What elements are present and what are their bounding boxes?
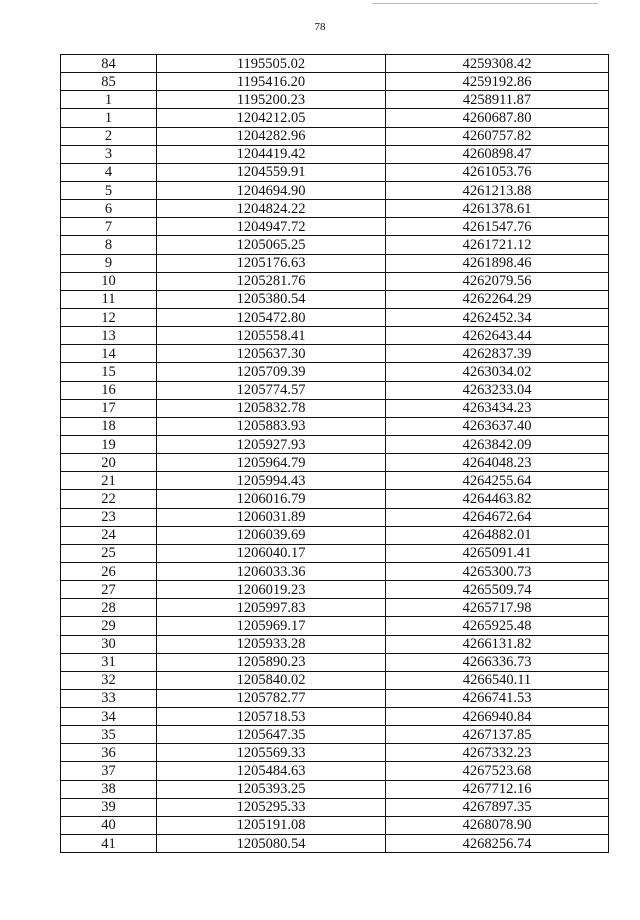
y-coordinate-cell: 4262264.29 [386, 290, 609, 308]
point-number-cell: 32 [61, 671, 157, 689]
x-coordinate-cell: 1205191.08 [157, 816, 386, 834]
coordinates-table-body [61, 55, 609, 853]
point-number-cell: 35 [61, 726, 157, 744]
point-number-cell: 30 [61, 635, 157, 653]
y-coordinate-cell: 4263233.04 [386, 381, 609, 399]
y-coordinate-cell: 4259308.42 [386, 55, 609, 73]
point-number-cell: 85 [61, 73, 157, 91]
x-coordinate-cell: 1205969.17 [157, 617, 386, 635]
point-number-cell: 34 [61, 708, 157, 726]
point-number-cell: 36 [61, 744, 157, 762]
y-coordinate-cell: 4266131.82 [386, 635, 609, 653]
point-number-cell: 17 [61, 399, 157, 417]
table-row [61, 490, 609, 508]
x-coordinate-cell: 1204824.22 [157, 200, 386, 218]
point-number-cell: 22 [61, 490, 157, 508]
x-coordinate-cell: 1205637.30 [157, 345, 386, 363]
point-number-cell: 38 [61, 780, 157, 798]
table-row [61, 254, 609, 272]
y-coordinate-cell: 4264463.82 [386, 490, 609, 508]
y-coordinate-cell: 4265300.73 [386, 562, 609, 580]
point-number-cell: 28 [61, 599, 157, 617]
x-coordinate-cell: 1205840.02 [157, 671, 386, 689]
y-coordinate-cell: 4262452.34 [386, 308, 609, 326]
point-number-cell: 6 [61, 200, 157, 218]
point-number-cell: 7 [61, 218, 157, 236]
x-coordinate-cell: 1206033.36 [157, 562, 386, 580]
x-coordinate-cell: 1205927.93 [157, 435, 386, 453]
point-number-cell: 33 [61, 689, 157, 707]
point-number-cell: 23 [61, 508, 157, 526]
x-coordinate-cell: 1195505.02 [157, 55, 386, 73]
x-coordinate-cell: 1205472.80 [157, 308, 386, 326]
table-row [61, 435, 609, 453]
y-coordinate-cell: 4259192.86 [386, 73, 609, 91]
y-coordinate-cell: 4264882.01 [386, 526, 609, 544]
point-number-cell: 8 [61, 236, 157, 254]
y-coordinate-cell: 4266741.53 [386, 689, 609, 707]
y-coordinate-cell: 4266540.11 [386, 671, 609, 689]
point-number-cell: 1 [61, 91, 157, 109]
y-coordinate-cell: 4267897.35 [386, 798, 609, 816]
x-coordinate-cell: 1205832.78 [157, 399, 386, 417]
point-number-cell: 20 [61, 454, 157, 472]
point-number-cell: 25 [61, 544, 157, 562]
point-number-cell: 5 [61, 181, 157, 199]
table-row [61, 55, 609, 73]
y-coordinate-cell: 4263434.23 [386, 399, 609, 417]
table-row [61, 726, 609, 744]
table-row [61, 689, 609, 707]
y-coordinate-cell: 4261898.46 [386, 254, 609, 272]
table-row [61, 798, 609, 816]
y-coordinate-cell: 4267712.16 [386, 780, 609, 798]
point-number-cell: 16 [61, 381, 157, 399]
table-row [61, 73, 609, 91]
x-coordinate-cell: 1205774.57 [157, 381, 386, 399]
x-coordinate-cell: 1205080.54 [157, 835, 386, 853]
table-row [61, 617, 609, 635]
table-row [61, 762, 609, 780]
y-coordinate-cell: 4266940.84 [386, 708, 609, 726]
point-number-cell: 18 [61, 417, 157, 435]
y-coordinate-cell: 4260757.82 [386, 127, 609, 145]
table-row [61, 708, 609, 726]
y-coordinate-cell: 4266336.73 [386, 653, 609, 671]
y-coordinate-cell: 4268078.90 [386, 816, 609, 834]
top-rule [372, 3, 598, 4]
point-number-cell: 3 [61, 145, 157, 163]
x-coordinate-cell: 1204282.96 [157, 127, 386, 145]
y-coordinate-cell: 4268256.74 [386, 835, 609, 853]
coordinates-table [60, 54, 609, 853]
y-coordinate-cell: 4261213.88 [386, 181, 609, 199]
y-coordinate-cell: 4264255.64 [386, 472, 609, 490]
point-number-cell: 15 [61, 363, 157, 381]
point-number-cell: 12 [61, 308, 157, 326]
x-coordinate-cell: 1205176.63 [157, 254, 386, 272]
table-row [61, 218, 609, 236]
x-coordinate-cell: 1206016.79 [157, 490, 386, 508]
table-row [61, 544, 609, 562]
point-number-cell: 40 [61, 816, 157, 834]
table-row [61, 816, 609, 834]
x-coordinate-cell: 1205994.43 [157, 472, 386, 490]
point-number-cell: 27 [61, 581, 157, 599]
y-coordinate-cell: 4261053.76 [386, 163, 609, 181]
table-row [61, 381, 609, 399]
x-coordinate-cell: 1204212.05 [157, 109, 386, 127]
y-coordinate-cell: 4264048.23 [386, 454, 609, 472]
x-coordinate-cell: 1205647.35 [157, 726, 386, 744]
table-row [61, 109, 609, 127]
y-coordinate-cell: 4262643.44 [386, 327, 609, 345]
table-row [61, 653, 609, 671]
table-row [61, 454, 609, 472]
point-number-cell: 4 [61, 163, 157, 181]
table-row [61, 200, 609, 218]
x-coordinate-cell: 1204559.91 [157, 163, 386, 181]
table-row [61, 163, 609, 181]
y-coordinate-cell: 4265509.74 [386, 581, 609, 599]
x-coordinate-cell: 1204694.90 [157, 181, 386, 199]
x-coordinate-cell: 1205281.76 [157, 272, 386, 290]
table-row [61, 91, 609, 109]
x-coordinate-cell: 1206040.17 [157, 544, 386, 562]
y-coordinate-cell: 4261547.76 [386, 218, 609, 236]
x-coordinate-cell: 1206031.89 [157, 508, 386, 526]
point-number-cell: 29 [61, 617, 157, 635]
point-number-cell: 31 [61, 653, 157, 671]
x-coordinate-cell: 1205484.63 [157, 762, 386, 780]
table-row [61, 581, 609, 599]
table-row [61, 327, 609, 345]
point-number-cell: 19 [61, 435, 157, 453]
point-number-cell: 21 [61, 472, 157, 490]
y-coordinate-cell: 4258911.87 [386, 91, 609, 109]
table-row [61, 635, 609, 653]
table-row [61, 236, 609, 254]
x-coordinate-cell: 1205964.79 [157, 454, 386, 472]
y-coordinate-cell: 4265925.48 [386, 617, 609, 635]
x-coordinate-cell: 1205890.23 [157, 653, 386, 671]
table-row [61, 399, 609, 417]
x-coordinate-cell: 1205997.83 [157, 599, 386, 617]
x-coordinate-cell: 1205718.53 [157, 708, 386, 726]
x-coordinate-cell: 1205883.93 [157, 417, 386, 435]
x-coordinate-cell: 1195416.20 [157, 73, 386, 91]
y-coordinate-cell: 4262079.56 [386, 272, 609, 290]
point-number-cell: 41 [61, 835, 157, 853]
x-coordinate-cell: 1205933.28 [157, 635, 386, 653]
y-coordinate-cell: 4262837.39 [386, 345, 609, 363]
x-coordinate-cell: 1205380.54 [157, 290, 386, 308]
table-row [61, 599, 609, 617]
point-number-cell: 11 [61, 290, 157, 308]
x-coordinate-cell: 1205782.77 [157, 689, 386, 707]
y-coordinate-cell: 4261721.12 [386, 236, 609, 254]
y-coordinate-cell: 4267332.23 [386, 744, 609, 762]
table-row [61, 290, 609, 308]
table-row [61, 181, 609, 199]
x-coordinate-cell: 1205393.25 [157, 780, 386, 798]
x-coordinate-cell: 1204947.72 [157, 218, 386, 236]
y-coordinate-cell: 4265091.41 [386, 544, 609, 562]
table-row [61, 744, 609, 762]
table-row [61, 145, 609, 163]
table-row [61, 835, 609, 853]
y-coordinate-cell: 4265717.98 [386, 599, 609, 617]
x-coordinate-cell: 1205709.39 [157, 363, 386, 381]
y-coordinate-cell: 4267137.85 [386, 726, 609, 744]
point-number-cell: 2 [61, 127, 157, 145]
table-row [61, 508, 609, 526]
table-row [61, 272, 609, 290]
x-coordinate-cell: 1205295.33 [157, 798, 386, 816]
table-row [61, 562, 609, 580]
y-coordinate-cell: 4261378.61 [386, 200, 609, 218]
y-coordinate-cell: 4260898.47 [386, 145, 609, 163]
point-number-cell: 37 [61, 762, 157, 780]
point-number-cell: 10 [61, 272, 157, 290]
page-number: 78 [314, 21, 326, 33]
table-row [61, 671, 609, 689]
table-row [61, 363, 609, 381]
y-coordinate-cell: 4263034.02 [386, 363, 609, 381]
y-coordinate-cell: 4260687.80 [386, 109, 609, 127]
x-coordinate-cell: 1205065.25 [157, 236, 386, 254]
y-coordinate-cell: 4263842.09 [386, 435, 609, 453]
point-number-cell: 39 [61, 798, 157, 816]
table-row [61, 472, 609, 490]
table-row [61, 127, 609, 145]
x-coordinate-cell: 1195200.23 [157, 91, 386, 109]
table-row [61, 780, 609, 798]
table-row [61, 526, 609, 544]
point-number-cell: 26 [61, 562, 157, 580]
y-coordinate-cell: 4264672.64 [386, 508, 609, 526]
x-coordinate-cell: 1204419.42 [157, 145, 386, 163]
x-coordinate-cell: 1205558.41 [157, 327, 386, 345]
y-coordinate-cell: 4267523.68 [386, 762, 609, 780]
x-coordinate-cell: 1205569.33 [157, 744, 386, 762]
point-number-cell: 24 [61, 526, 157, 544]
point-number-cell: 13 [61, 327, 157, 345]
table-row [61, 308, 609, 326]
y-coordinate-cell: 4263637.40 [386, 417, 609, 435]
table-row [61, 417, 609, 435]
point-number-cell: 1 [61, 109, 157, 127]
x-coordinate-cell: 1206039.69 [157, 526, 386, 544]
table-row [61, 345, 609, 363]
point-number-cell: 14 [61, 345, 157, 363]
point-number-cell: 9 [61, 254, 157, 272]
x-coordinate-cell: 1206019.23 [157, 581, 386, 599]
point-number-cell: 84 [61, 55, 157, 73]
